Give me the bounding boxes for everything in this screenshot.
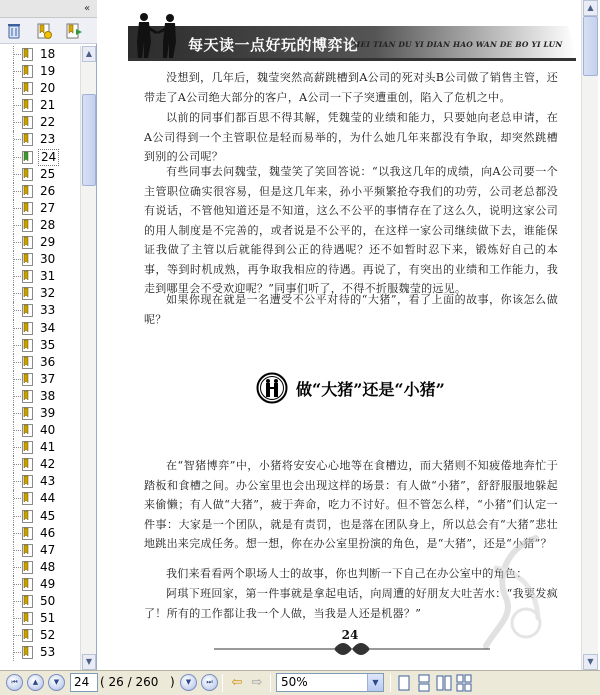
bookmark-item[interactable]	[0, 456, 80, 473]
bookmark-label: 45	[40, 508, 56, 523]
bookmark-icon	[22, 373, 33, 386]
continuous-facing-icon	[456, 674, 472, 692]
tree-line	[14, 293, 21, 294]
body-paragraph: 我们来看看两个职场人士的故事，你也判断一下自己在办公室中的角色：	[166, 567, 528, 580]
tree-line	[14, 379, 21, 380]
bookmark-item[interactable]	[0, 320, 80, 337]
tree-line	[14, 208, 21, 209]
expand-bookmark-button[interactable]	[64, 22, 84, 40]
continuous-layout-button[interactable]	[416, 674, 432, 692]
tree-line	[14, 54, 21, 55]
tree-line	[14, 157, 21, 158]
bookmark-icon	[22, 458, 33, 471]
tree-line	[14, 516, 21, 517]
tree-line	[14, 71, 21, 72]
bookmark-label: 34	[40, 320, 56, 335]
bookmark-item[interactable]	[0, 559, 80, 576]
bookmark-item[interactable]	[0, 473, 80, 490]
bookmark-item[interactable]	[0, 251, 80, 268]
tree-line	[14, 584, 21, 585]
book-title: 每天读一点好玩的博弈论	[188, 36, 359, 54]
bookmark-item[interactable]	[0, 644, 80, 661]
page-count-close: )	[170, 675, 175, 689]
bookmark-icon	[22, 82, 33, 95]
bookmark-item[interactable]	[0, 405, 80, 422]
bookmark-label: 47	[40, 542, 56, 557]
tree-line	[14, 447, 21, 448]
bookmark-icon	[22, 133, 33, 146]
bookmark-icon	[22, 236, 33, 249]
bookmark-icon	[22, 99, 33, 112]
bookmark-label: 43	[40, 474, 56, 489]
bookmark-item[interactable]	[0, 576, 80, 593]
bookmark-label: 32	[40, 286, 56, 301]
bookmark-icon	[22, 561, 33, 574]
bookmarks-pane	[0, 0, 97, 670]
bookmark-icon	[22, 475, 33, 488]
bookmark-icon	[22, 510, 33, 523]
tree-line	[14, 481, 21, 482]
header-rule	[128, 58, 576, 61]
continuous-page-icon	[416, 674, 432, 692]
bookmark-label: 42	[40, 457, 56, 472]
bookmark-label: 46	[40, 525, 56, 540]
bookmark-icon	[22, 441, 33, 454]
footer-ornament	[214, 640, 490, 658]
bookmark-label: 22	[40, 115, 56, 130]
bookmark-item[interactable]	[0, 131, 80, 148]
bookmark-label: 48	[40, 559, 56, 574]
bookmark-icon	[22, 629, 33, 642]
next-page-icon: ▼	[185, 678, 192, 686]
bookmark-label: 20	[40, 81, 56, 96]
bookmarks-toolbar	[0, 18, 97, 44]
bookmark-item[interactable]	[0, 183, 80, 200]
new-bookmark-icon	[34, 22, 54, 40]
tree-line	[14, 430, 21, 431]
bookmark-label: 52	[40, 628, 56, 643]
tree-line	[14, 139, 21, 140]
delete-icon	[4, 22, 24, 40]
bookmark-item[interactable]	[0, 627, 80, 644]
bookmark-item[interactable]	[0, 508, 80, 525]
bookmark-item[interactable]	[0, 268, 80, 285]
bookmark-icon	[22, 168, 33, 181]
tree-line	[14, 310, 21, 311]
continuous-facing-layout-button[interactable]	[456, 674, 472, 692]
previous-page-icon: ▲	[32, 678, 39, 686]
tree-line	[14, 550, 21, 551]
document-scrollbar[interactable]	[581, 0, 598, 670]
bookmark-icon	[22, 185, 33, 198]
back-arrow-icon: ⇦	[231, 675, 243, 690]
tree-line	[14, 533, 21, 534]
bookmark-list	[0, 46, 80, 670]
body-paragraph: 在“智猪博弈”中，小猪将安安心心地等在食槽边，而大猪则不知疲倦地奔忙于踏板和食槽之间。办公室里也会出现这样的场景：有人做“小猪”，舒舒服服地躲起来偷懒；有人做“大猪”，疲于奔命，吃力不讨好。但不管怎么样，“小猪”们认定一件事：大家是一个团队，就是有责罚，也是落在团队身上，所以总会有“大猪”悲壮地跳出来完成任务。想一想，你在办公室里扮演的角色，是“大猪”，还是“小猪”？	[144, 459, 558, 550]
bookmark-icon	[22, 527, 33, 540]
navigation-status-bar	[0, 670, 600, 695]
bookmark-icon	[22, 253, 33, 266]
body-paragraph: 如果你现在就是一名遭受不公平对待的“大猪”，看了上面的故事，你该怎么做呢？	[144, 293, 558, 326]
previous-page-button[interactable]	[27, 674, 44, 691]
section-emblem-icon	[256, 372, 288, 404]
single-page-icon	[396, 674, 412, 692]
bookmark-item[interactable]	[0, 371, 80, 388]
bookmark-label: 18	[40, 47, 56, 61]
document-scroll-thumb[interactable]	[583, 16, 598, 76]
scroll-down-icon[interactable]: ▼	[82, 654, 96, 670]
bookmark-item[interactable]	[0, 234, 80, 251]
zoom-select[interactable]	[276, 673, 384, 692]
body-paragraph: 以前的同事们都百思不得其解，凭魏莹的业绩和能力，只要她向老总申请，在A公司得到一个主管职位是轻而易举的，为什么她几年来都没有争取，却突然跳槽到别的公司呢？	[144, 111, 558, 163]
bookmark-item[interactable]	[0, 354, 80, 371]
bookmark-icon	[22, 48, 33, 61]
tree-line	[14, 464, 21, 465]
bookmark-item[interactable]	[0, 63, 80, 80]
bookmark-icon	[22, 646, 33, 659]
bookmark-item[interactable]	[0, 149, 80, 166]
bookmark-item[interactable]	[0, 490, 80, 507]
bookmark-item[interactable]	[0, 166, 80, 183]
bookmark-icon	[22, 356, 33, 369]
bookmark-item[interactable]	[0, 593, 80, 610]
page-number-input[interactable]: 24	[70, 673, 98, 692]
scroll-up-icon[interactable]: ▲	[583, 0, 598, 16]
bookmark-icon	[22, 151, 33, 164]
bookmark-label: 40	[40, 423, 56, 438]
bookmark-item[interactable]	[0, 200, 80, 217]
section-title: 做“大猪”还是“小猪”	[296, 380, 445, 399]
bookmark-icon	[22, 407, 33, 420]
bookmark-label: 21	[40, 98, 56, 113]
bookmark-icon	[22, 390, 33, 403]
tree-line	[14, 652, 21, 653]
bookmark-label: 25	[40, 166, 56, 181]
next-page-icon: ▼	[53, 678, 60, 686]
bookmark-icon	[22, 612, 33, 625]
tree-line	[14, 362, 21, 363]
pdf-page	[120, 0, 580, 670]
page-count-label: ( 26 / 260	[100, 675, 159, 689]
bookmark-item[interactable]	[0, 439, 80, 456]
zoom-value: 50%	[281, 675, 308, 689]
bookmark-item[interactable]	[0, 217, 80, 234]
bookmark-icon	[22, 492, 33, 505]
go-back-button[interactable]	[228, 675, 246, 691]
bookmark-label: 50	[40, 594, 56, 608]
next-page-button[interactable]	[48, 674, 65, 691]
body-paragraph: 有些同事去问魏莹，魏莹笑了笑回答说：“以我这几年的成绩，向A公司要一个主管职位确实很容易，但是这几年来，孙小平频繁抢夺我们的功劳，公司老总都没有说话，不管他知道还是不知道，这么不公平的事情存在了这么久，说明这家公司的用人制度是不完善的，或者说是不公平的，在这样一家公司继续做下去，谁能保证我做了主管以后就能得到公正的待遇呢？还不如暂时忍下来，锻炼好自己的本事，等到时机成熟，再争取我相应的待遇。再说了，有突出的业绩和工作能力，我走到哪里会不受欢迎呢？”同事们听了，不得不折服魏莹的远见。	[144, 165, 558, 295]
bookmark-label: 33	[40, 303, 56, 318]
bookmark-icon	[22, 287, 33, 300]
collapse-pane-button[interactable]: «	[83, 3, 91, 14]
first-page-button[interactable]	[6, 674, 23, 691]
status-separator	[390, 674, 391, 692]
section-heading	[256, 370, 516, 410]
bookmark-icon	[22, 202, 33, 215]
bookmark-icon	[22, 595, 33, 608]
bookmark-icon	[22, 578, 33, 591]
tree-line	[14, 242, 21, 243]
single-page-layout-button[interactable]	[396, 674, 412, 692]
body-paragraph: 阿琪下班回家，第一件事就是拿起电话，向周遭的好朋友大吐苦水：“我要发疯了！所有的工作都让我一个人做，当我是人还是机器？”	[144, 587, 558, 620]
facing-layout-button[interactable]	[436, 674, 452, 692]
last-page-button[interactable]	[201, 674, 218, 691]
bookmark-label: 53	[40, 645, 56, 660]
tree-line	[14, 122, 21, 123]
new-bookmark-button[interactable]	[34, 22, 54, 40]
forward-arrow-icon: ⇨	[251, 675, 263, 690]
bookmark-item[interactable]	[0, 97, 80, 114]
last-page-icon: ⏭	[206, 678, 213, 686]
bookmark-item[interactable]	[0, 114, 80, 131]
tree-line	[14, 618, 21, 619]
bookmarks-scrollbar[interactable]	[80, 46, 96, 670]
bookmark-icon	[22, 339, 33, 352]
bookmark-label: 36	[40, 354, 56, 369]
bookmark-item[interactable]	[0, 46, 80, 63]
bookmarks-pane-header	[0, 0, 97, 18]
tree-line	[14, 276, 21, 277]
status-separator	[222, 674, 223, 692]
tree-line	[14, 259, 21, 260]
bookmark-label: 24	[38, 149, 59, 166]
bookmark-item[interactable]	[0, 302, 80, 319]
bookmark-label: 31	[40, 269, 56, 284]
bookmark-label: 44	[40, 491, 56, 506]
bookmark-label: 37	[40, 371, 56, 386]
bookmark-label: 23	[40, 132, 56, 147]
body-paragraph: 没想到，几年后，魏莹突然高薪跳槽到A公司的死对头B公司做了销售主管，还带走了A公司绝大部分的客户，A公司一下子突遭重创，陷入了危机之中。	[144, 71, 558, 104]
bookmark-item[interactable]	[0, 80, 80, 97]
page-number: 24	[341, 628, 359, 642]
tree-line	[14, 328, 21, 329]
bookmark-label: 51	[40, 611, 56, 626]
facing-page-icon	[436, 674, 452, 692]
bookmark-icon	[22, 304, 33, 317]
bookmark-item[interactable]	[0, 388, 80, 405]
page-header-band	[128, 12, 576, 58]
bookmark-icon	[22, 65, 33, 78]
bookmark-label: 19	[40, 64, 56, 79]
bookmark-label: 29	[40, 235, 56, 250]
bookmark-label: 39	[40, 405, 56, 420]
bookmark-item[interactable]	[0, 285, 80, 302]
bookmark-label: 27	[40, 200, 56, 215]
bookmark-label: 35	[40, 337, 56, 352]
tree-line	[14, 105, 21, 106]
bookmark-label: 28	[40, 217, 56, 232]
first-page-icon: ⏮	[11, 678, 18, 686]
tree-line	[14, 498, 21, 499]
tree-line	[14, 88, 21, 89]
chevron-down-icon[interactable]: ▼	[367, 674, 383, 691]
document-view	[98, 0, 600, 670]
tree-line	[14, 567, 21, 568]
bookmark-item[interactable]	[0, 610, 80, 627]
go-forward-button[interactable]	[248, 675, 266, 691]
bookmark-icon	[22, 116, 33, 129]
bookmark-icon	[22, 270, 33, 283]
delete-bookmark-button[interactable]	[4, 22, 24, 40]
book-title-pinyin: MEI TIAN DU YI DIAN HAO WAN DE BO YI LUN	[352, 40, 563, 49]
bookmark-item[interactable]	[0, 542, 80, 559]
status-separator	[270, 674, 271, 692]
tree-line	[14, 413, 21, 414]
bookmark-label: 41	[40, 440, 56, 455]
bookmark-item[interactable]	[0, 422, 80, 439]
bookmark-label: 38	[40, 388, 56, 403]
tree-line	[14, 174, 21, 175]
bookmark-icon	[22, 219, 33, 232]
tree-line	[14, 191, 21, 192]
scroll-up-icon[interactable]: ▲	[82, 46, 96, 62]
bookmark-item[interactable]	[0, 525, 80, 542]
tree-line	[14, 635, 21, 636]
bookmark-label: 30	[40, 252, 56, 267]
bookmark-label: 26	[40, 183, 56, 198]
tree-line	[14, 396, 21, 397]
tree-line	[14, 225, 21, 226]
bookmark-icon	[22, 322, 33, 335]
bookmark-icon	[22, 424, 33, 437]
bookmark-icon	[22, 544, 33, 557]
tree-line	[14, 345, 21, 346]
tree-line	[14, 601, 21, 602]
bookmark-label: 49	[40, 576, 56, 591]
bookmark-item[interactable]	[0, 337, 80, 354]
scroll-down-icon[interactable]: ▼	[583, 654, 598, 670]
bookmarks-scroll-thumb[interactable]	[82, 94, 96, 186]
next-page-button-2[interactable]	[180, 674, 197, 691]
expand-bookmark-icon	[64, 22, 84, 40]
